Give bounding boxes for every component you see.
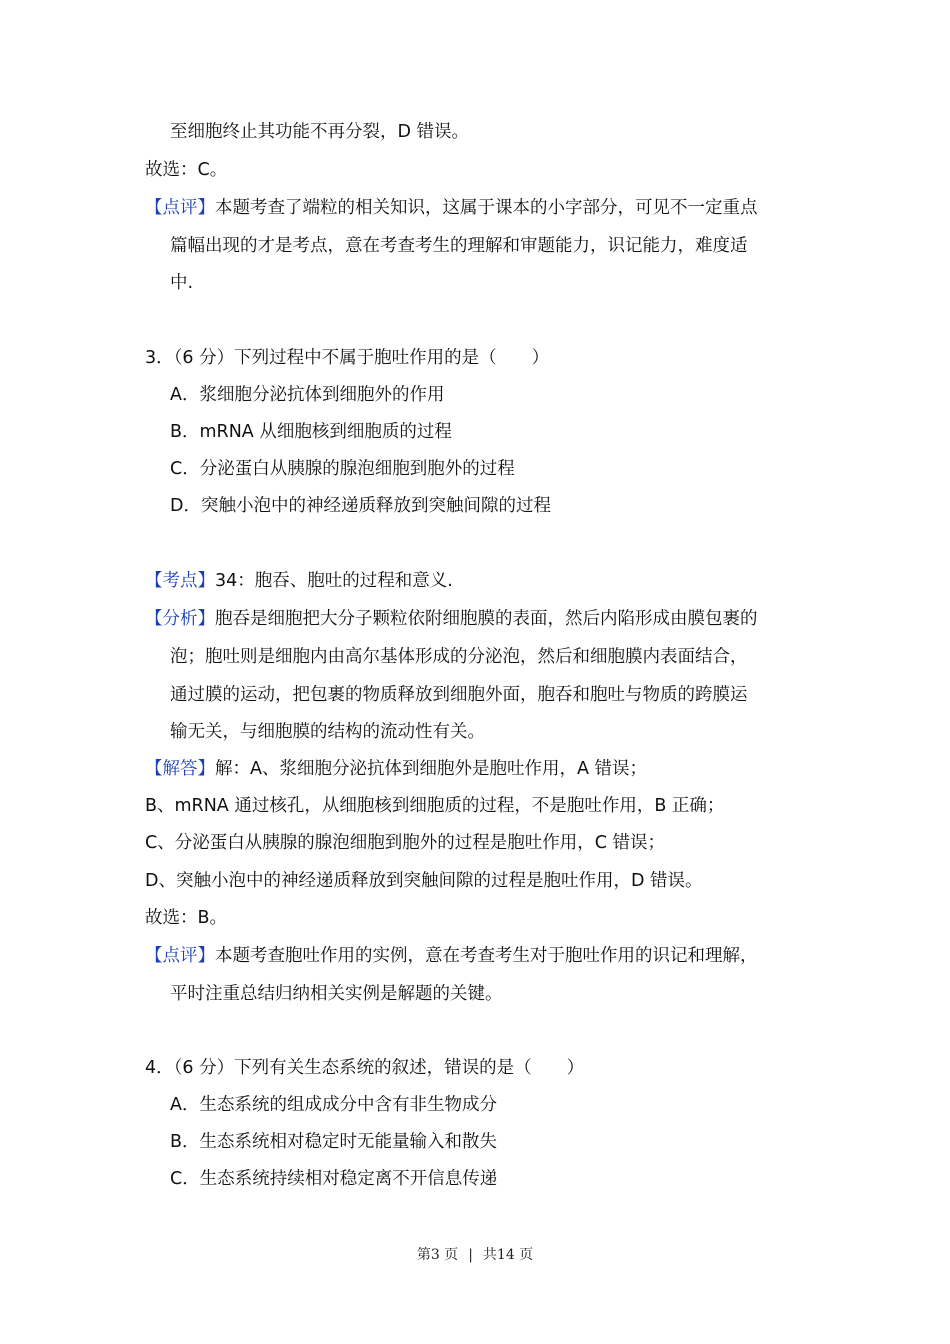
page-footer	[0, 1244, 950, 1264]
question-3-stem: 3．（6 分）下列过程中不属于胞吐作用的是（ ）	[145, 348, 550, 368]
question-4-option-c: C．生态系统持续相对稳定离不开信息传递	[170, 1169, 498, 1189]
question-3-option-d: D．突触小泡中的神经递质释放到突触间隙的过程	[170, 496, 551, 516]
question-3-kaodian	[145, 569, 453, 593]
jieda-tag: 【解答】	[145, 759, 215, 779]
jieda-line: B、mRNA 通过核孔，从细胞核到细胞质的过程，不是胞吐作用，B 正确；	[145, 796, 725, 816]
comment-line: 平时注重总结归纳相关实例是解题的关键。	[170, 984, 503, 1004]
prev-text-line: 至细胞终止其功能不再分裂，D 错误。	[170, 122, 470, 142]
fenxi-line: 泡；胞吐则是细胞内由高尔基体形成的分泌泡，然后和细胞膜内表面结合，	[170, 647, 748, 667]
prev-answer: 故选：C。	[145, 160, 228, 180]
comment-tag: 【点评】	[145, 198, 215, 218]
question-3-fenxi	[145, 607, 758, 631]
question-4-stem: 4．（6 分）下列有关生态系统的叙述，错误的是（ ）	[145, 1058, 585, 1078]
question-3-option-b: B．mRNA 从细胞核到细胞质的过程	[170, 422, 452, 442]
kaodian-tag: 【考点】	[145, 571, 215, 591]
comment-text: 本题考查胞吐作用的实例，意在考查考生对于胞吐作用的识记和理解，	[215, 946, 758, 966]
page-total: 共14 页	[482, 1247, 534, 1263]
question-3-option-a: A．浆细胞分泌抗体到细胞外的作用	[170, 385, 445, 405]
fenxi-tag: 【分析】	[145, 609, 215, 629]
comment-tag: 【点评】	[145, 946, 215, 966]
question-3-option-c: C．分泌蛋白从胰腺的腺泡细胞到胞外的过程	[170, 459, 515, 479]
fenxi-line: 输无关，与细胞膜的结构的流动性有关。	[170, 722, 485, 742]
question-4-option-b: B．生态系统相对稳定时无能量输入和散失	[170, 1132, 498, 1152]
jieda-line: C、分泌蛋白从胰腺的腺泡细胞到胞外的过程是胞吐作用，C 错误；	[145, 833, 665, 853]
page-number: 第3 页	[416, 1247, 459, 1263]
prev-comment	[145, 196, 758, 220]
prev-comment-line: 篇幅出现的才是考点，意在考查考生的理解和审题能力，识记能力，难度适	[170, 236, 748, 256]
question-3-answer: 故选：B。	[145, 908, 228, 928]
prev-comment-line: 中.	[170, 273, 194, 293]
jieda-text: 解：A、浆细胞分泌抗体到细胞外是胞吐作用，A 错误；	[215, 759, 648, 779]
question-4-option-a: A．生态系统的组成成分中含有非生物成分	[170, 1095, 497, 1115]
kaodian-text: 34：胞吞、胞吐的过程和意义.	[215, 571, 453, 591]
fenxi-text: 胞吞是细胞把大分子颗粒依附细胞膜的表面，然后内陷形成由膜包裹的	[215, 609, 758, 629]
comment-text: 本题考查了端粒的相关知识，这属于课本的小字部分，可见不一定重点	[215, 198, 758, 218]
jieda-line: D、突触小泡中的神经递质释放到突触间隙的过程是胞吐作用，D 错误。	[145, 871, 703, 891]
footer-separator: |	[468, 1247, 473, 1263]
question-3-jieda	[145, 757, 647, 781]
fenxi-line: 通过膜的运动，把包裹的物质释放到细胞外面，胞吞和胞吐与物质的跨膜运	[170, 685, 748, 705]
question-3-comment	[145, 944, 758, 968]
